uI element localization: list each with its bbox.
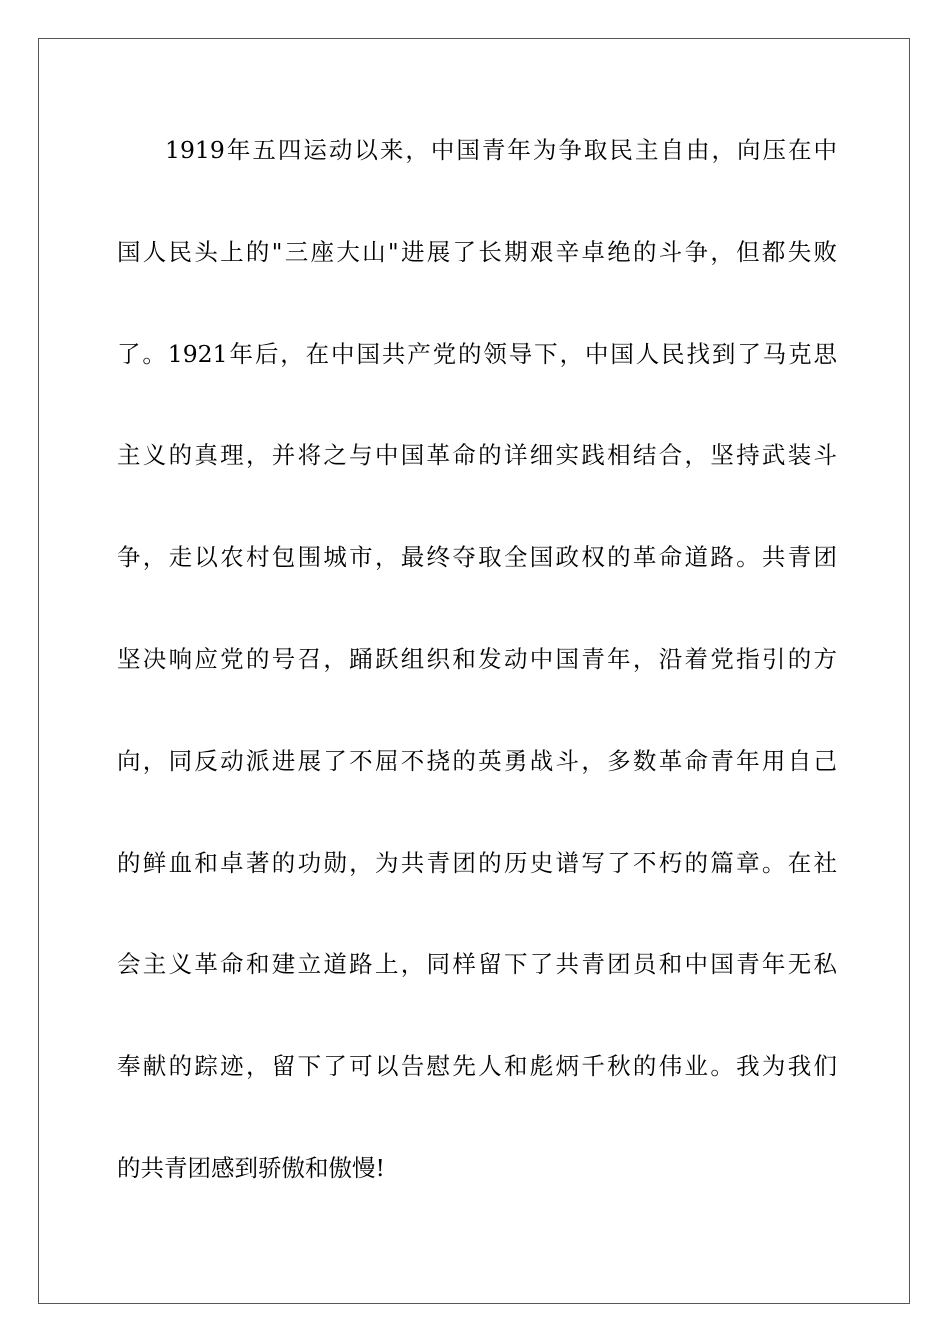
text-line: 争，走以农村包围城市，最终夺取全国政权的革命道路。共青团 <box>117 543 837 572</box>
body-paragraph <box>117 122 837 1242</box>
text-line: 1919年五四运动以来，中国青年为争取民主自由，向压在中 <box>165 136 837 164</box>
text-line: 的鲜血和卓著的功勋，为共青团的历史谱写了不朽的篇章。在社 <box>117 848 837 877</box>
text-line: 了。1921年后，在中国共产党的领导下，中国人民找到了马克思 <box>117 339 837 368</box>
text-line: 会主义革命和建立道路上，同样留下了共青团员和中国青年无私 <box>117 950 837 979</box>
text-line: 奉献的踪迹，留下了可以告慰先人和彪炳千秋的伟业。我为我们 <box>117 1052 837 1081</box>
text-line: 主义的真理，并将之与中国革命的详细实践相结合，坚持武装斗 <box>117 441 837 470</box>
text-line: 坚决响应党的号召，踊跃组织和发动中国青年，沿着党指引的方 <box>117 644 837 673</box>
text-line: 的共青团感到骄傲和傲慢! <box>117 1153 385 1182</box>
text-line: 向，同反动派进展了不屈不挠的英勇战斗，多数革命青年用自己 <box>117 746 837 775</box>
text-line: 国人民头上的"三座大山"进展了长期艰辛卓绝的斗争，但都失败 <box>117 237 837 266</box>
